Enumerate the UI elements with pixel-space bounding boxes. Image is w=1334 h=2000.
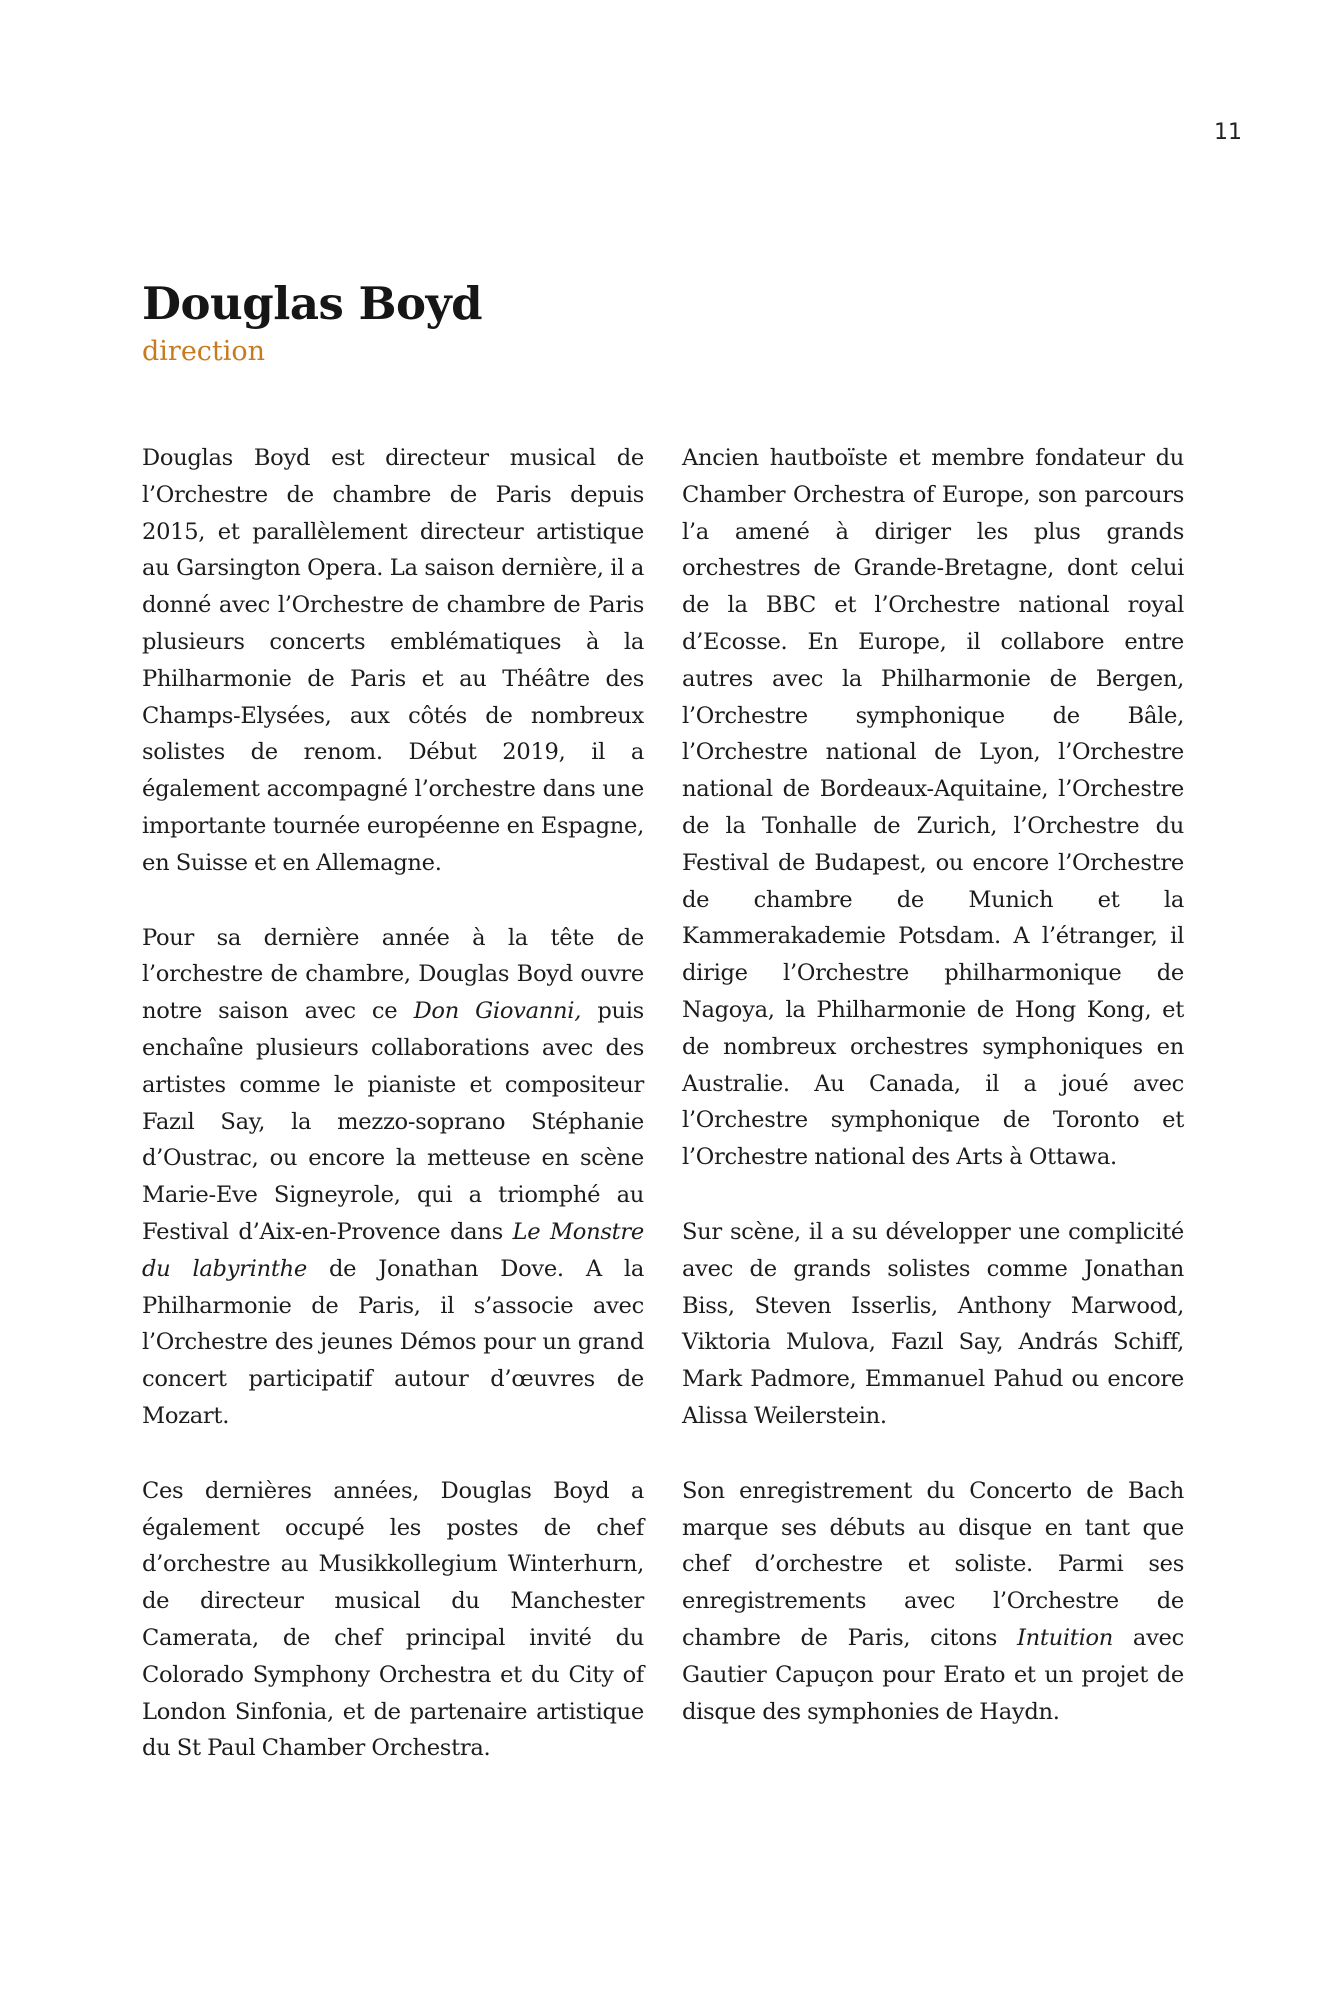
opera-title-don-giovanni: Don Giovanni, [413,998,582,1025]
body-columns [142,440,1184,1805]
right-paragraph-3-text-a: Son enregistrement du Concerto de Bach marque ses débuts au disque en tant que chef d’orchestre et soliste. Parmi ses enregistrements avec l’Orchestre de chambre de Paris, citons [682,1477,1184,1651]
role-subtitle: direction [142,336,266,367]
opera-title-monstre: Le Monstre du labyrinthe [142,1218,644,1282]
page-number: 11 [1214,120,1242,145]
left-paragraph-2-text-b: puis enchaîne plusieurs collaborations avec des artistes comme le pianiste et compositeur Fazıl Say, la mezzo-soprano Stéphanie d’Oustrac, ou encore la metteuse en scène Marie-Eve Signeyrole, qui a triomphé au Festival d’Aix-en-Provence dans [142,998,644,1245]
left-paragraph-3: Ces dernières années, Douglas Boyd a également occupé les postes de chef d’orchestre au Musikkollegium Winterhurn, de directeur musical du Manchester Camerata, de chef principal invité du Colorado Symphony Orchestra et du City of London Sinfonia, et de partenaire artistique du St Paul Chamber Orchestra. [142,1477,644,1762]
right-paragraph-3 [682,1473,1184,1731]
left-paragraph-1: Douglas Boyd est directeur musical de l’Orchestre de chambre de Paris depuis 2015, et parallèlement directeur artistique au Garsington Opera. La saison dernière, il a donné avec l’Orchestre de chambre de Paris plusieurs concerts emblématiques à la Philharmonie de Paris et au Théâtre des Champs-Elysées, aux côtés de nombreux solistes de renom. Début 2019, il a également accompagné l’orchestre dans une importante tournée européenne en Espagne, en Suisse et en Allemagne. [142,445,644,876]
left-paragraph-2-text-a: Pour sa dernière année à la tête de l’orchestre de chambre, Douglas Boyd ouvre notre saison avec ce [142,924,644,1025]
album-title-intuition: Intuition [1016,1624,1114,1651]
right-paragraph-2: Sur scène, il a su développer une complicité avec de grands solistes comme Jonathan Biss, Steven Isserlis, Anthony Marwood, Viktoria Mulova, Fazıl Say, András Schiff, Mark Padmore, Emmanuel Pahud ou encore Alissa Weilerstein. [682,1218,1184,1429]
right-column [682,440,1184,1805]
article-heading [142,278,482,368]
right-paragraph-1: Ancien hautboïste et membre fondateur du Chamber Orchestra of Europe, son parcours l’a amené à diriger les plus grands orchestres de Grande-Bretagne, dont celui de la BBC et l’Orchestre national royal d’Ecosse. En Europe, il collabore entre autres avec la Philharmonie de Bergen, l’Orchestre symphonique de Bâle, l’Orchestre national de Lyon, l’Orchestre national de Bordeaux-Aquitaine, l’Orchestre de la Tonhalle de Zurich, l’Orchestre du Festival de Budapest, ou encore l’Orchestre de chambre de Munich et la Kammerakademie Potsdam. A l’étranger, il dirige l’Orchestre philharmonique de Nagoya, la Philharmonie de Hong Kong, et de nombreux orchestres symphoniques en Australie. Au Canada, il a joué avec l’Orchestre symphonique de Toronto et l’Orchestre national des Arts à Ottawa. [682,445,1184,1171]
right-paragraph-3-text-b: avec Gautier Capuçon pour Erato et un projet de disque des symphonies de Haydn. [682,1624,1184,1725]
left-paragraph-2-text-c: de Jonathan Dove. A la Philharmonie de Paris, il s’associe avec l’Orchestre des jeunes Démos pour un grand concert participatif autour d’œuvres de Mozart. [142,1255,644,1429]
left-paragraph-2 [142,920,644,1435]
page-title: Douglas Boyd [142,277,483,330]
left-column [142,440,644,1805]
